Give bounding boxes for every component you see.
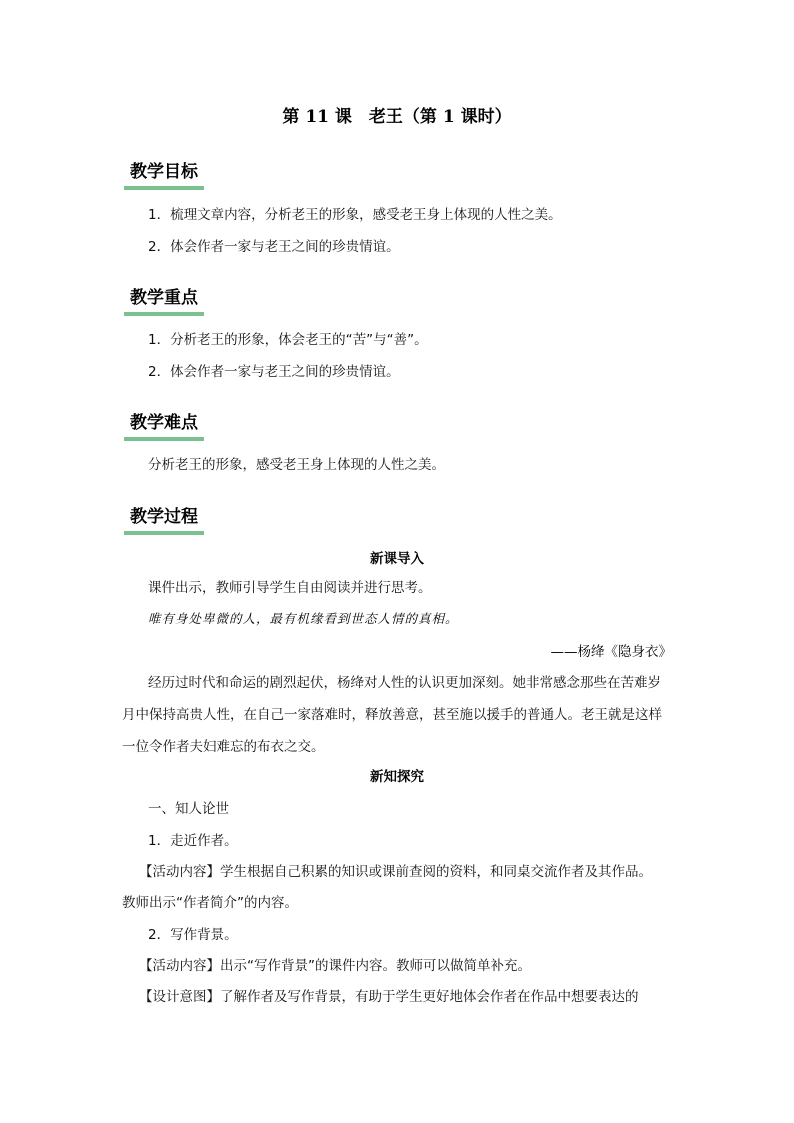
design-intent: 【设计意图】了解作者及写作背景，有助于学生更好地体会作者在作品中想要表达的 bbox=[139, 989, 639, 1005]
part-one-heading: 一、知人论世 bbox=[148, 801, 229, 817]
step-2: 2．写作背景。 bbox=[148, 927, 238, 943]
key-point-item-1: 1．分析老王的形象，体会老王的“苦”与“善”。 bbox=[148, 332, 428, 348]
objective-item-2: 2．体会作者一家与老王之间的珍贵情谊。 bbox=[148, 239, 400, 255]
activity-1-line-2: 教师出示“作者简介”的内容。 bbox=[122, 895, 298, 911]
section-heading-difficulties: 教学难点 bbox=[124, 411, 204, 435]
section-heading-objectives: 教学目标 bbox=[124, 160, 204, 184]
quote-source: ——杨绛《隐身衣》 bbox=[550, 644, 672, 660]
paragraph-line-3: 一位令作者夫妇难忘的布衣之交。 bbox=[122, 739, 325, 755]
difficulty-text: 分析老王的形象，感受老王身上体现的人性之美。 bbox=[148, 457, 445, 473]
explore-title: 新知探究 bbox=[370, 769, 424, 785]
paragraph-line-1: 经历过时代和命运的剧烈起伏，杨绛对人性的认识更加深刻。她非常感念那些在苦难岁 bbox=[148, 675, 661, 691]
activity-2: 【活动内容】出示“写作背景”的课件内容。教师可以做简单补充。 bbox=[139, 958, 531, 974]
lesson-title: 第 11 课 老王（第 1 课时） bbox=[282, 107, 512, 127]
section-heading-key-points: 教学重点 bbox=[124, 286, 204, 310]
key-point-item-2: 2．体会作者一家与老王之间的珍贵情谊。 bbox=[148, 364, 400, 380]
paragraph-line-2: 月中保持高贵人性，在自己一家落难时，释放善意，甚至施以援手的普通人。老王就是这样 bbox=[122, 707, 662, 723]
intro-title: 新课导入 bbox=[370, 551, 424, 567]
objective-item-1: 1．梳理文章内容，分析老王的形象，感受老王身上体现的人性之美。 bbox=[148, 207, 562, 223]
section-heading-process: 教学过程 bbox=[124, 505, 204, 529]
quote-text: 唯有身处卑微的人，最有机缘看到世态人情的真相。 bbox=[148, 611, 459, 626]
intro-text: 课件出示，教师引导学生自由阅读并进行思考。 bbox=[148, 580, 432, 596]
step-1: 1．走近作者。 bbox=[148, 833, 238, 849]
activity-1-line-1: 【活动内容】学生根据自己积累的知识或课前查阅的资料，和同桌交流作者及其作品。 bbox=[139, 864, 652, 880]
